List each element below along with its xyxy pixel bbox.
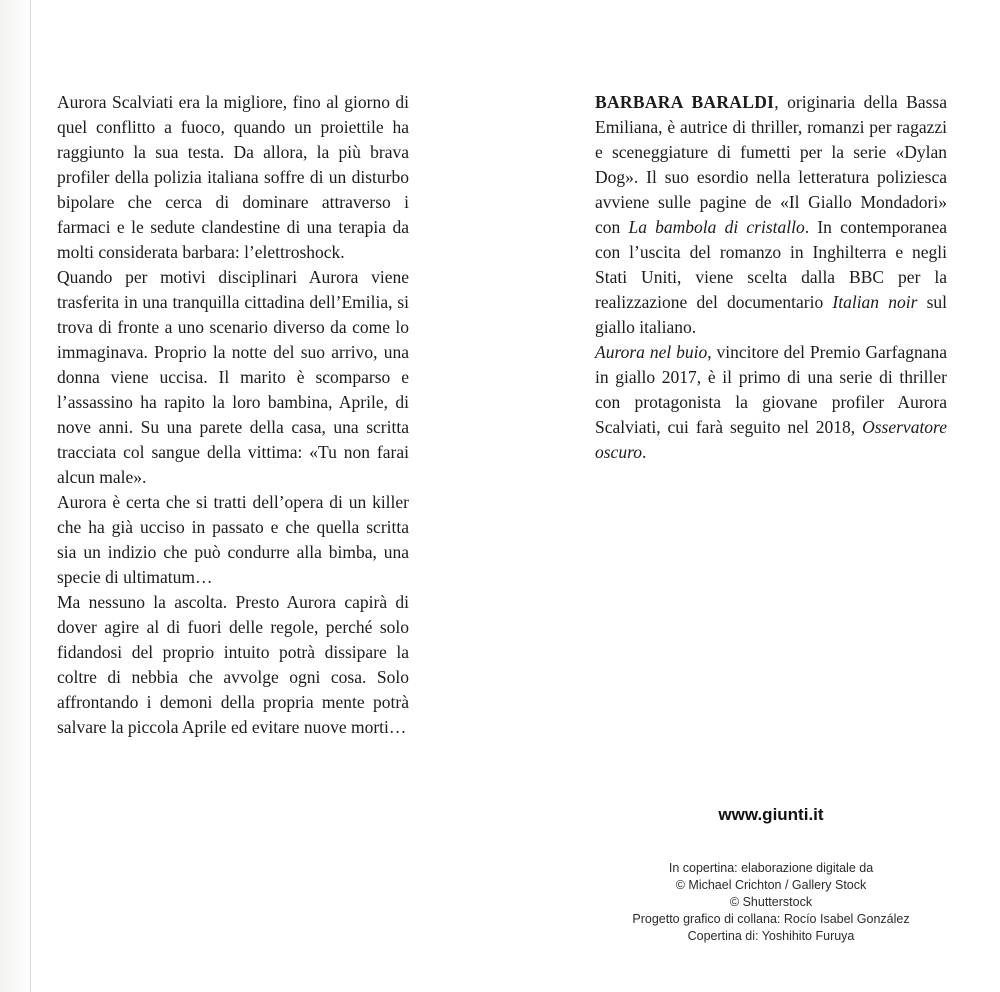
credit-line: © Michael Crichton / Gallery Stock	[675, 878, 867, 892]
author-bio-column	[595, 90, 947, 465]
synopsis-paragraph: Aurora è certa che si tratti dell’opera di un killer che ha già ucciso in passato e che quella scritta sia un indizio che può condurre alla bimba, una specie di ultimatum…	[57, 492, 409, 587]
left-edge-shade	[0, 0, 30, 992]
book-title-aurora-nel-buio: Aurora nel buio	[595, 342, 708, 362]
bio-text: , originaria della Bassa Emiliana, è autrice di thriller, romanzi per ragazzi e sceneggiature di fumetti per la serie «Dylan Dog». Il suo esordio nella letteratura poliziesca avviene sulle pagine de «Il Giallo Mondadori» con	[595, 92, 947, 237]
fold-line	[30, 0, 31, 992]
publisher-website-url: www.giunti.it	[718, 805, 824, 824]
credit-line: Copertina di: Yoshihito Furuya	[687, 929, 855, 943]
author-name: BARBARA BARALDI	[595, 92, 775, 112]
credit-line: © Shutterstock	[729, 895, 813, 909]
synopsis-paragraph: Aurora Scalviati era la migliore, fino al giorno di quel conflitto a fuoco, quando un proiettile ha raggiunto la sua testa. Da allora, la più brava profiler della polizia italiana soffre di un disturbo bipolare che cerca di dominare attraverso i farmaci e le sedute clandestine di una terapia da molti considerata barbara: l’elettroshock.	[57, 92, 409, 262]
synopsis-paragraph: Ma nessuno la ascolta. Presto Aurora capirà di dover agire al di fuori delle regole, perché solo fidandosi del proprio intuito potrà dissipare la coltre di nebbia che avvolge ogni cosa. Solo affrontando i demoni della propria mente potrà salvare la piccola Aprile ed evitare nuove morti…	[57, 592, 409, 737]
book-title-la-bambola-di-cristallo: La bambola di cristallo	[628, 217, 805, 237]
synopsis-column	[57, 90, 409, 740]
credit-line: Progetto grafico di collana: Rocío Isabel González	[632, 912, 910, 926]
bio-text: , vincitore del Premio Garfagnana in giallo 2017, è il primo di una serie di thriller con protagonista la giovane profiler Aurora Scalviati, cui farà seguito nel 2018,	[595, 342, 947, 437]
credits-block	[545, 860, 997, 945]
credit-line: In copertina: elaborazione digitale da	[668, 861, 874, 875]
bio-text: .	[642, 442, 647, 462]
bio-text: . In contemporanea con l’uscita del romanzo in Inghilterra e negli Stati Uniti, viene scelta dalla BBC per la realizzazione del documentario	[595, 217, 947, 312]
documentary-title-italian-noir: Italian noir	[832, 292, 918, 312]
bio-text: sul giallo italiano.	[595, 292, 947, 337]
author-bio-paragraph	[595, 340, 947, 465]
synopsis-paragraph: Quando per motivi disciplinari Aurora viene trasferita in una tranquilla cittadina dell’Emilia, si trova di fronte a uno scenario diverso da come lo immaginava. Proprio la notte del suo arrivo, una donna viene uccisa. Il marito è scomparso e l’assassino ha rapito la loro bambina, Aprile, di nove anni. Su una parete della casa, una scritta tracciata col sangue della vittima: «Tu non farai alcun male».	[57, 267, 409, 487]
book-title-osservatore-oscuro: Osservatore oscuro	[595, 417, 947, 462]
author-bio-paragraph	[595, 90, 947, 340]
